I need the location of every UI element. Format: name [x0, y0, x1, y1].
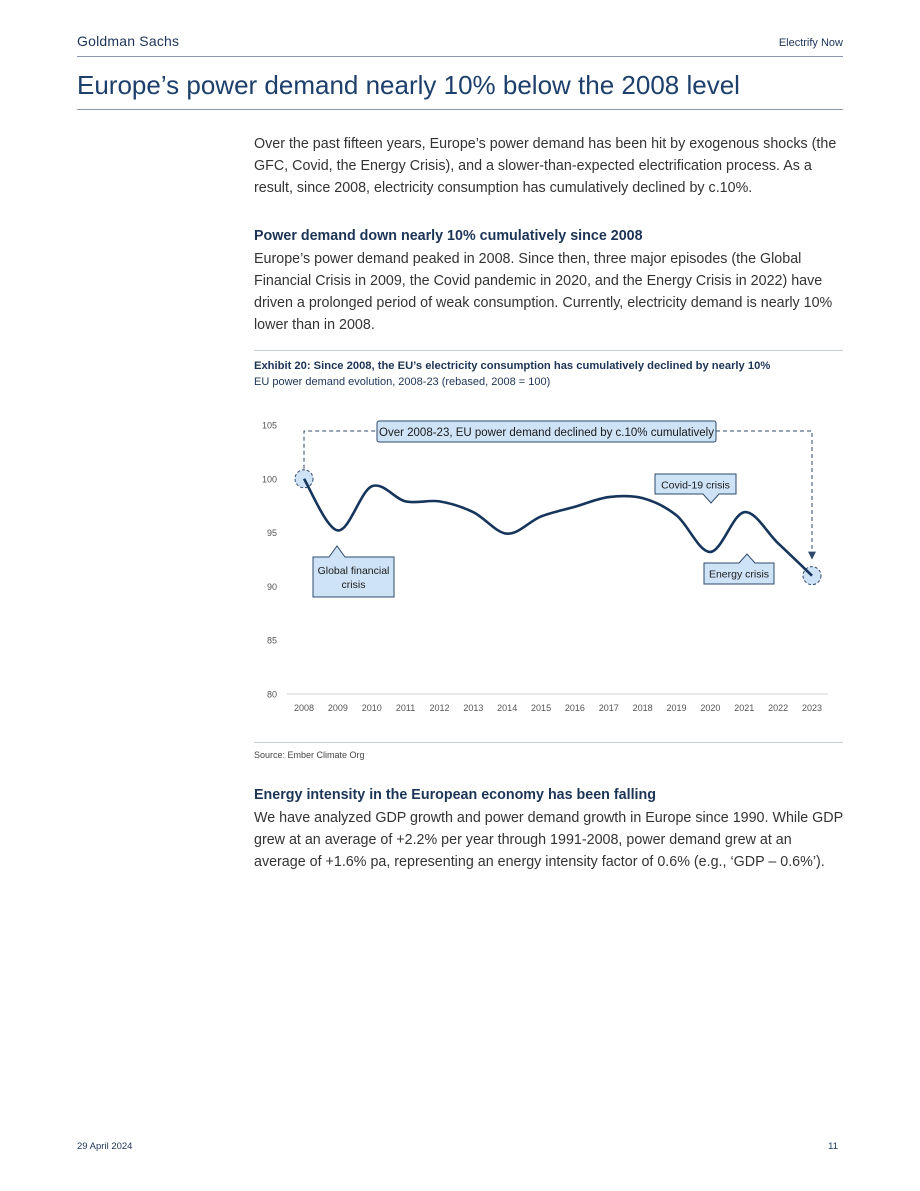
exhibit-bottom-rule	[254, 742, 843, 743]
gfc-callout-line2: crisis	[341, 579, 366, 591]
y-tick-label: 105	[261, 420, 277, 431]
x-tick-label: 2010	[361, 703, 382, 713]
page-number: 11	[828, 1141, 838, 1152]
y-tick-label: 100	[261, 474, 277, 485]
x-tick-label: 2014	[497, 703, 518, 713]
y-tick-label: 95	[266, 528, 277, 539]
x-tick-label: 2022	[768, 703, 789, 713]
page-title: Europe’s power demand nearly 10% below the 2008 level	[77, 70, 740, 100]
x-tick-label: 2012	[429, 703, 450, 713]
exhibit-title: Exhibit 20: Since 2008, the EU’s electricity consumption has cumulatively declined by nearly 10%	[254, 360, 771, 372]
y-tick-label: 90	[266, 581, 277, 592]
section1-body: Europe’s power demand peaked in 2008. Since then, three major episodes (the Global Financial Crisis in 2009, the Covid pandemic in 2020, and the Energy Crisis in 2022) have driven a prolonged period of weak consumption. Currently, electricity demand is nearly 10% lower than in 2008.	[254, 251, 833, 333]
y-tick-label: 80	[266, 689, 277, 700]
x-tick-label: 2011	[395, 703, 416, 713]
x-tick-label: 2019	[666, 703, 687, 713]
intro-paragraph: Over the past fifteen years, Europe’s power demand has been hit by exogenous shocks (the GFC, Covid, the Energy Crisis), and a slower-than-expected electrification process. As a result, since 2008, electricity consumption has cumulatively declined by c.10%.	[254, 136, 837, 196]
covid-callout-text: Covid-19 crisis	[661, 479, 730, 492]
section2-body: We have analyzed GDP growth and power demand growth in Europe since 1990. While GDP grew at an average of +2.2% per year through 1991-2008, power demand grew at an average of +1.6% pa, representing an energy intensity factor of 0.6% (e.g., ‘GDP – 0.6%’).	[254, 810, 843, 870]
gfc-callout	[313, 546, 394, 597]
x-tick-label: 2008	[293, 703, 315, 713]
report-name: Electrify Now	[778, 37, 843, 49]
energy-callout-text: Energy crisis	[708, 568, 770, 581]
covid-callout	[655, 474, 736, 503]
span-callout-text: Over 2008-23, EU power demand declined by c.10% cumulatively	[379, 427, 714, 439]
exhibit-source: Source: Ember Climate Org	[254, 750, 365, 760]
x-tick-label: 2021	[734, 703, 755, 713]
x-tick-label: 2009	[327, 703, 348, 713]
x-tick-label: 2017	[598, 703, 619, 713]
brand-name: Goldman Sachs	[77, 33, 180, 49]
span-left-connector	[304, 431, 377, 469]
section2-heading: Energy intensity in the European economy has been falling	[254, 787, 656, 803]
x-tick-label: 2015	[531, 703, 552, 713]
gfc-callout-line1: Global financial	[317, 565, 390, 577]
footer-date: 29 April 2024	[77, 1141, 133, 1152]
x-tick-label: 2020	[700, 703, 721, 713]
section1-heading: Power demand down nearly 10% cumulatively since 2008	[254, 228, 643, 244]
y-tick-label: 85	[266, 635, 277, 646]
x-tick-label: 2016	[564, 703, 585, 713]
x-tick-label: 2023	[801, 703, 823, 713]
x-tick-label: 2018	[632, 703, 653, 713]
energy-callout	[704, 554, 774, 584]
x-tick-label: 2013	[463, 703, 484, 713]
exhibit-subtitle: EU power demand evolution, 2008-23 (rebased, 2008 = 100)	[254, 376, 551, 388]
